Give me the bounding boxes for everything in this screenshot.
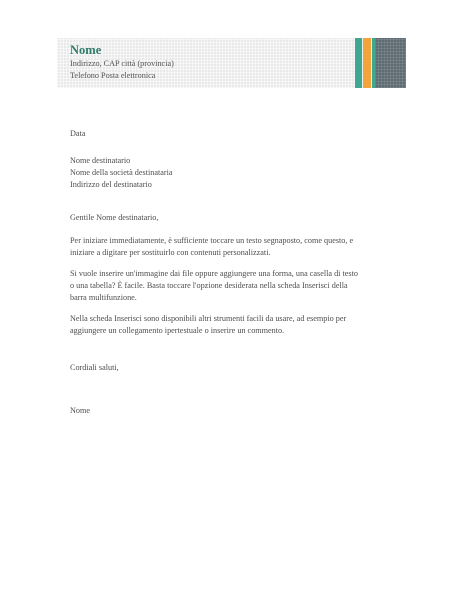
- body-paragraph[interactable]: [70, 313, 400, 337]
- letter-date[interactable]: Data: [70, 129, 86, 138]
- accent-stripe-orange: [363, 38, 371, 88]
- paragraph-line: Si vuole inserire un'immagine dai file oppure aggiungere una forma, una casella di testo: [70, 269, 358, 278]
- letter-greeting[interactable]: Gentile Nome destinatario,: [70, 213, 159, 222]
- accent-block-gray: [375, 38, 406, 88]
- paragraph-line: Per iniziare immediatamente, è sufficiente toccare un testo segnaposto, come questo, e: [70, 236, 354, 245]
- recipient-block[interactable]: [70, 155, 400, 190]
- sender-address[interactable]: Indirizzo, CAP città (provincia): [70, 59, 174, 68]
- paragraph-line: aggiungere un collegamento ipertestuale o inserire un commento.: [70, 325, 285, 335]
- paragraph-line: barra multifunzione.: [70, 292, 137, 302]
- sender-name[interactable]: Nome: [70, 43, 102, 57]
- paragraph-line: o una tabella? È facile. Basta toccare l'opzione desiderata nella scheda Inserisci della: [70, 280, 348, 290]
- body-paragraph[interactable]: [70, 235, 400, 259]
- sender-contact[interactable]: Telefono Posta elettronica: [70, 71, 156, 80]
- paragraph-line: Nella scheda Inserisci sono disponibili altri strumenti facili da usare, ad esempio per: [70, 314, 347, 323]
- accent-stripe-teal: [355, 38, 362, 88]
- recipient-address[interactable]: Indirizzo del destinatario: [70, 179, 152, 189]
- recipient-name[interactable]: Nome destinatario: [70, 156, 131, 165]
- signature-name[interactable]: Nome: [70, 406, 91, 415]
- letter-closing[interactable]: Cordiali saluti,: [70, 363, 119, 372]
- body-paragraph[interactable]: [70, 268, 400, 303]
- recipient-company[interactable]: Nome della società destinataria: [70, 167, 173, 177]
- paragraph-line: iniziare a digitare per sostituirlo con contenuti personalizzati.: [70, 247, 271, 257]
